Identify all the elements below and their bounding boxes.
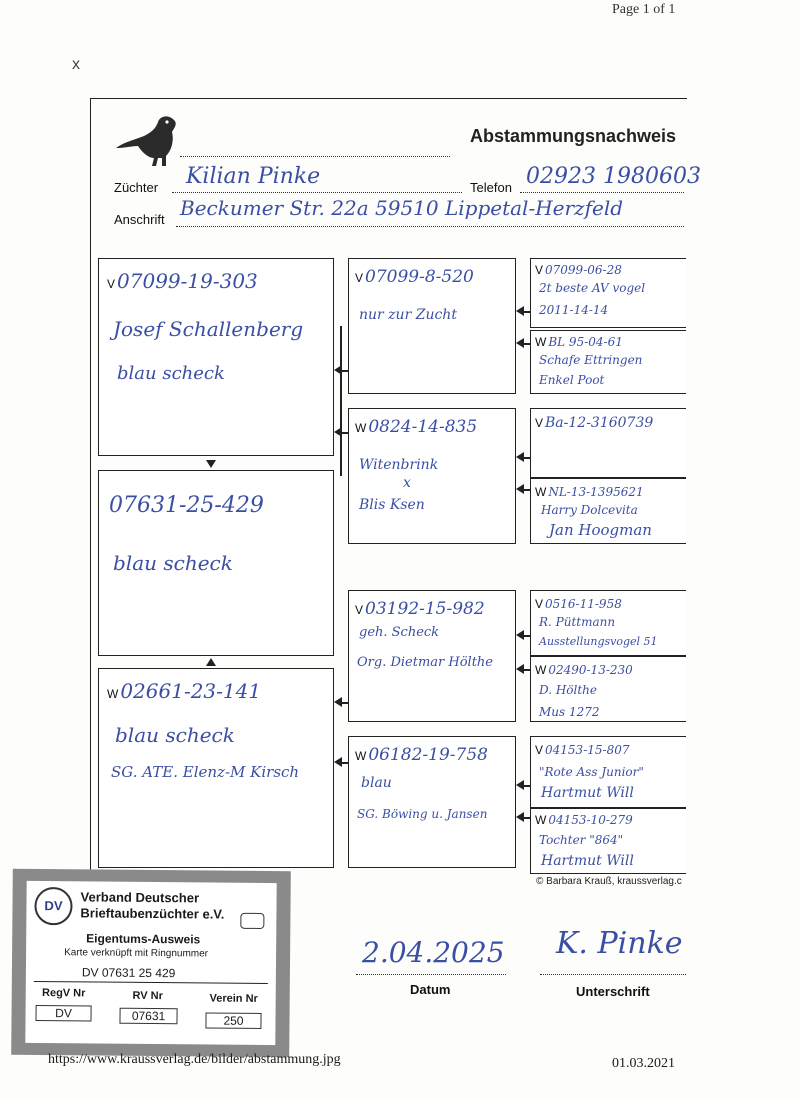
connector-mm-arrow: [334, 757, 342, 767]
mother-up-arrow: [206, 658, 216, 666]
mother-breeder: SG. ATE. Elenz-M Kirsch: [111, 763, 300, 781]
signature-value: K. Pinke: [556, 926, 683, 961]
card-title: Eigentums-Ausweis: [86, 931, 201, 947]
ff-sex: V: [355, 271, 364, 285]
connector-mfm-line: [524, 669, 530, 671]
mfm-line1: D. Hölthe: [539, 683, 598, 697]
connector-ffm-line: [524, 343, 530, 345]
connector-mmm-arrow: [516, 812, 524, 822]
mmf-ring: V 04153-15-807: [535, 743, 630, 757]
father-sex: V: [107, 277, 116, 291]
mfm-box: [530, 656, 686, 722]
breeder-value: Kilian Pinke: [186, 164, 321, 189]
mmf-sex: V: [535, 743, 544, 757]
card-col1-label: RegV Nr: [41, 987, 86, 1000]
fm-sex: W: [355, 421, 367, 435]
fm-line1: Witenbrink: [359, 457, 439, 473]
father-ring: V 07099-19-303: [107, 269, 258, 293]
connector-mm-line: [342, 762, 348, 764]
address-label: Anschrift: [114, 212, 165, 227]
fff-line2: 2011-14-14: [539, 303, 609, 317]
connector-fff-line: [524, 311, 530, 313]
connector-ff-line: [342, 370, 348, 372]
mmm-line1: Tochter "864": [539, 833, 624, 847]
mm-sex: W: [355, 749, 367, 763]
phone-dotted-line: [520, 192, 684, 193]
mother-ring: W 02661-23-141: [107, 679, 262, 703]
connector-mmf-arrow: [516, 780, 524, 790]
fmm-line1: Harry Dolcevita: [541, 503, 638, 517]
date-label: Datum: [410, 982, 451, 997]
connector-fm-line: [342, 432, 348, 434]
fm-box: [348, 408, 516, 544]
title-dotted-line: [180, 156, 450, 157]
fm-line3: Blis Ksen: [359, 497, 425, 513]
connector-mff-arrow: [516, 630, 524, 640]
mmm-box: [530, 808, 686, 874]
fmf-box: [530, 408, 686, 478]
card-col2-label: RV Nr: [132, 989, 163, 1003]
card-divider: [34, 981, 268, 984]
mother-sex: W: [107, 687, 119, 701]
connector-ffm-arrow: [516, 338, 524, 348]
ffm-box: [530, 330, 686, 394]
dv-logo-icon: DV: [34, 887, 72, 925]
connector-ff-arrow: [334, 365, 342, 375]
fff-ring: V 07099-06-28: [535, 263, 622, 277]
ffm-line2: Enkel Poot: [539, 373, 605, 387]
fmf-sex: V: [535, 416, 544, 430]
footer-url: https://www.kraussverlag.de/bilder/abstammung.jpg: [48, 1052, 341, 1067]
mfm-ring: W 02490-13-230: [535, 663, 633, 677]
connector-fmf-arrow: [516, 452, 524, 462]
pigeon-color: blau scheck: [113, 551, 233, 575]
card-org-line2: Brieftaubenzüchter e.V.: [80, 905, 225, 922]
mff-line2: Ausstellungsvogel 51: [539, 635, 658, 648]
father-breeder: Josef Schallenberg: [113, 317, 304, 341]
fm-line2: x: [403, 475, 411, 491]
mm-line2: SG. Böwing u. Jansen: [357, 807, 488, 821]
ff-ring: V 07099-8-520: [355, 267, 474, 287]
connector-father: [340, 326, 342, 476]
mfm-line2: Mus 1272: [539, 705, 600, 719]
ffm-sex: W: [535, 335, 547, 349]
mf-line2: Org. Dietmar Hölthe: [357, 655, 493, 670]
fmm-line2: Jan Hoogman: [549, 521, 652, 539]
mff-line1: R. Püttmann: [539, 615, 616, 629]
mm-line1: blau: [361, 775, 392, 791]
signature-dotted-line: [540, 974, 686, 975]
fmm-sex: W: [535, 485, 547, 499]
ownership-card-inner: [25, 881, 276, 1045]
mff-sex: V: [535, 597, 544, 611]
mmm-line2: Hartmut Will: [541, 853, 634, 869]
fmm-box: [530, 478, 686, 544]
ff-box: [348, 258, 516, 394]
form-title: Abstammungsnachweis: [470, 126, 677, 146]
card-col1-value: DV: [35, 1005, 91, 1021]
fff-sex: V: [535, 263, 544, 277]
page-header: Page 1 of 1: [612, 2, 676, 17]
connector-fmm-arrow: [516, 484, 524, 494]
connector-mf-line: [342, 702, 348, 704]
connector-mf-arrow: [334, 697, 342, 707]
signature-label: Unterschrift: [576, 984, 650, 999]
pigeon-logo-icon: [112, 112, 182, 170]
ownership-card: [11, 869, 291, 1057]
connector-fmf-line: [524, 457, 530, 459]
card-emblem-icon: [240, 913, 264, 929]
card-org-line1: Verband Deutscher: [80, 889, 200, 906]
connector-mff-line: [524, 635, 530, 637]
mmm-ring: W 04153-10-279: [535, 813, 633, 827]
scribble-mark: x: [72, 56, 80, 73]
pigeon-box: [98, 470, 334, 656]
mmf-line2: Hartmut Will: [541, 785, 634, 801]
mm-ring: W 06182-19-758: [355, 745, 488, 765]
mm-box: [348, 736, 516, 868]
address-dotted-line: [176, 226, 684, 227]
card-col3-label: Verein Nr: [209, 992, 258, 1005]
date-dotted-line: [356, 974, 506, 975]
fmm-ring: W NL-13-1395621: [535, 485, 644, 499]
ffm-line1: Schafe Ettringen: [539, 353, 643, 367]
fmf-ring: V Ba-12-3160739: [535, 415, 654, 431]
footer-date: 01.03.2021: [612, 1056, 675, 1071]
mf-line1: geh. Scheck: [359, 625, 440, 640]
mfm-sex: W: [535, 663, 547, 677]
phone-value: 02923 1980603: [526, 164, 701, 189]
phone-label: Telefon: [470, 180, 512, 195]
father-box: [98, 258, 334, 456]
connector-mmf-line: [524, 785, 530, 787]
card-ring: DV 07631 25 429: [81, 965, 176, 981]
address-value: Beckumer Str. 22a 59510 Lippetal-Herzfeld: [180, 196, 624, 220]
card-subtitle: Karte verknüpft mit Ringnummer: [64, 947, 209, 960]
mother-box: [98, 668, 334, 868]
father-down-arrow: [206, 460, 216, 468]
fff-line1: 2t beste AV vogel: [539, 281, 646, 295]
connector-fff-arrow: [516, 306, 524, 316]
mmm-sex: W: [535, 813, 547, 827]
date-value: 2.04.2025: [362, 936, 505, 969]
mf-ring: V 03192-15-982: [355, 599, 485, 619]
ffm-ring: W BL 95-04-61: [535, 335, 623, 349]
breeder-dotted-line: [172, 192, 462, 193]
fff-box: [530, 258, 686, 328]
mff-ring: V 0516-11-958: [535, 597, 622, 611]
card-col3-value: 250: [205, 1012, 261, 1028]
mff-box: [530, 590, 686, 656]
connector-mfm-arrow: [516, 664, 524, 674]
father-color: blau scheck: [117, 363, 225, 384]
card-col2-value: 07631: [119, 1008, 177, 1025]
mf-sex: V: [355, 603, 364, 617]
mmf-line1: "Rote Ass Junior": [539, 765, 644, 779]
mother-color: blau scheck: [115, 723, 235, 747]
connector-fmm-line: [524, 489, 530, 491]
ff-note: nur zur Zucht: [359, 307, 457, 323]
fm-ring: W 0824-14-835: [355, 417, 478, 437]
mmf-box: [530, 736, 686, 808]
breeder-label: Züchter: [114, 180, 159, 195]
connector-fm-arrow: [334, 427, 342, 437]
connector-mmm-line: [524, 817, 530, 819]
mf-box: [348, 590, 516, 722]
copyright: © Barbara Krauß, kraussverlag.c: [536, 876, 682, 887]
pigeon-ring: 07631-25-429: [109, 493, 264, 518]
